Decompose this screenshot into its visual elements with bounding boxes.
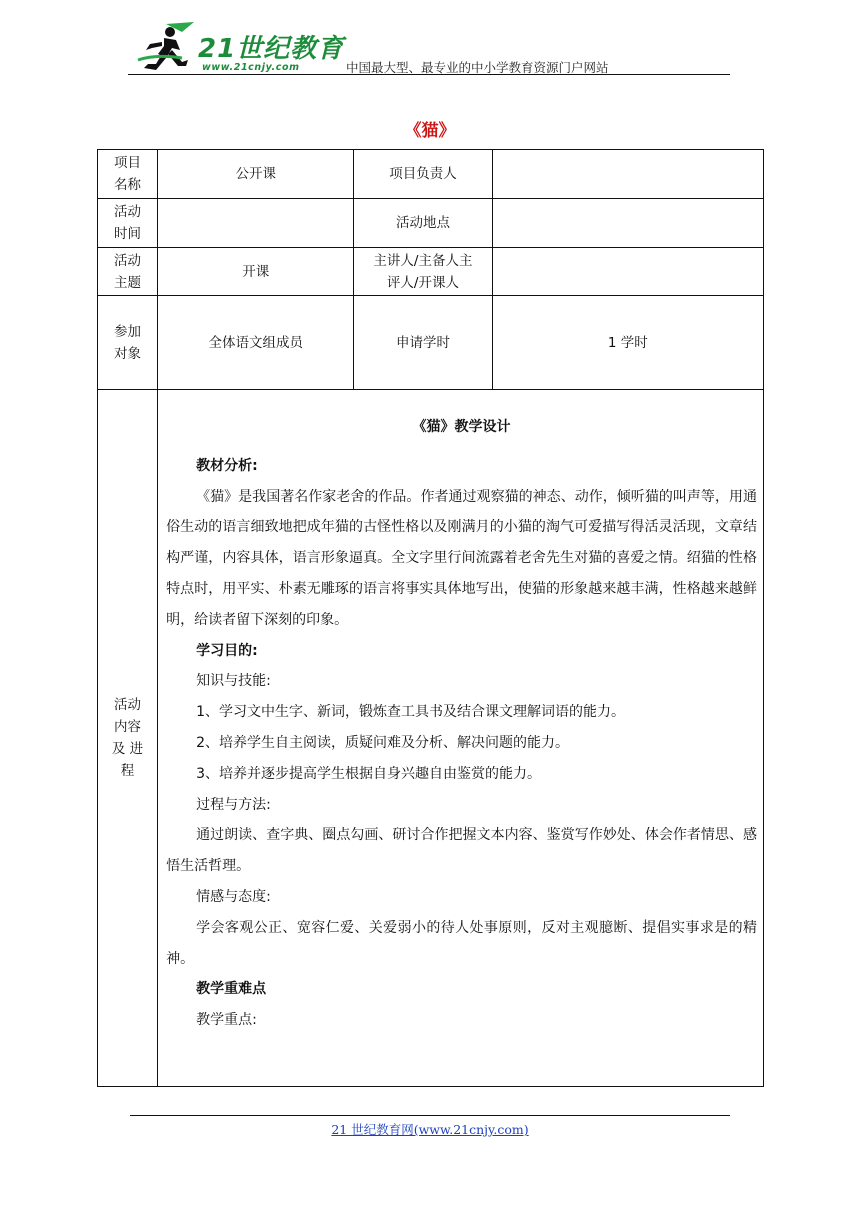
project-name-value: 公开课: [158, 150, 354, 199]
table-row: [98, 150, 764, 199]
subheading: 情感与态度:: [196, 888, 271, 905]
activity-content-cell: [158, 390, 764, 1087]
table-row: [98, 390, 764, 1087]
activity-location-label: 活动地点: [354, 199, 492, 248]
activity-theme-label: 活动 主题: [98, 248, 158, 296]
project-owner-value: [492, 150, 763, 199]
participants-value: 全体语文组成员: [158, 296, 354, 390]
header-divider: [128, 74, 730, 75]
subheading: 知识与技能:: [196, 673, 271, 690]
activity-form-table: [97, 149, 764, 1087]
section-heading: 学习目的:: [196, 642, 258, 659]
site-slogan: 中国最大型、最专业的中小学教育资源门户网站: [346, 60, 609, 75]
paragraph: 《猫》是我国著名作家老舍的作品。作者通过观察猫的神态、动作，倾听猫的叫声等，用通俗生动的语言细致地把成年猫的古怪性格以及刚满月的小猫的淘气可爱描写得活灵活现，文章结构严谨，内容具体，语言形象逼真。全文字里行间流露着老舍先生对猫的喜爱之情。绍猫的性格特点时，用平实、朴素无雕琢的语言将事实具体地写出，使猫的形象越来越丰满，性格越来越鲜明，给读者留下深刻的印象。: [166, 488, 757, 628]
logo-text: 21世纪教育: [198, 34, 345, 64]
runner-icon: [136, 20, 200, 76]
table-row: [98, 248, 764, 296]
logo-url: www.21cnjy.com: [202, 62, 300, 73]
participants-label: 参加 对象: [98, 296, 158, 390]
section-heading: 教材分析:: [196, 457, 258, 474]
lesson-plan-content: [158, 390, 763, 1086]
activity-content-label: 活动 内容 及 进 程: [98, 390, 158, 1087]
activity-theme-value: 开课: [158, 248, 354, 296]
list-item: 1、学习文中生字、新词，锻炼查工具书及结合课文理解词语的能力。: [196, 704, 625, 721]
credit-hours-label: 申请学时: [354, 296, 492, 390]
document-title: 《猫》: [404, 121, 456, 141]
subheading: 过程与方法:: [196, 796, 271, 813]
lesson-plan-title: 《猫》教学设计: [412, 419, 511, 435]
subheading: 教学重点:: [196, 1012, 257, 1029]
page-header: [128, 18, 730, 76]
activity-location-value: [492, 199, 763, 248]
list-item: 3、培养并逐步提高学生根据自身兴趣自由鉴赏的能力。: [196, 765, 541, 782]
presenter-label: 主讲人/主备人主 评人/开课人: [354, 248, 492, 296]
footer-divider: [130, 1115, 730, 1116]
paragraph: 学会客观公正、宽容仁爱、关爱弱小的待人处事原则，反对主观臆断、提倡实事求是的精神。: [166, 919, 757, 967]
site-logo[interactable]: [136, 20, 346, 76]
project-owner-label: 项目负责人: [354, 150, 492, 199]
table-row: [98, 296, 764, 390]
paragraph: 通过朗读、查字典、圈点勾画、研讨合作把握文本内容、鉴赏写作妙处、体会作者情思、感悟生活哲理。: [166, 827, 757, 875]
credit-hours-value: 1 学时: [492, 296, 763, 390]
section-heading: 教学重难点: [196, 981, 267, 998]
presenter-value: [492, 248, 763, 296]
list-item: 2、培养学生自主阅读，质疑问难及分析、解决问题的能力。: [196, 734, 569, 751]
project-name-label: 项目 名称: [98, 150, 158, 199]
footer-site-link[interactable]: 21 世纪教育网(www.21cnjy.com): [331, 1122, 529, 1137]
activity-time-label: 活动 时间: [98, 199, 158, 248]
activity-time-value: [158, 199, 354, 248]
table-row: [98, 199, 764, 248]
